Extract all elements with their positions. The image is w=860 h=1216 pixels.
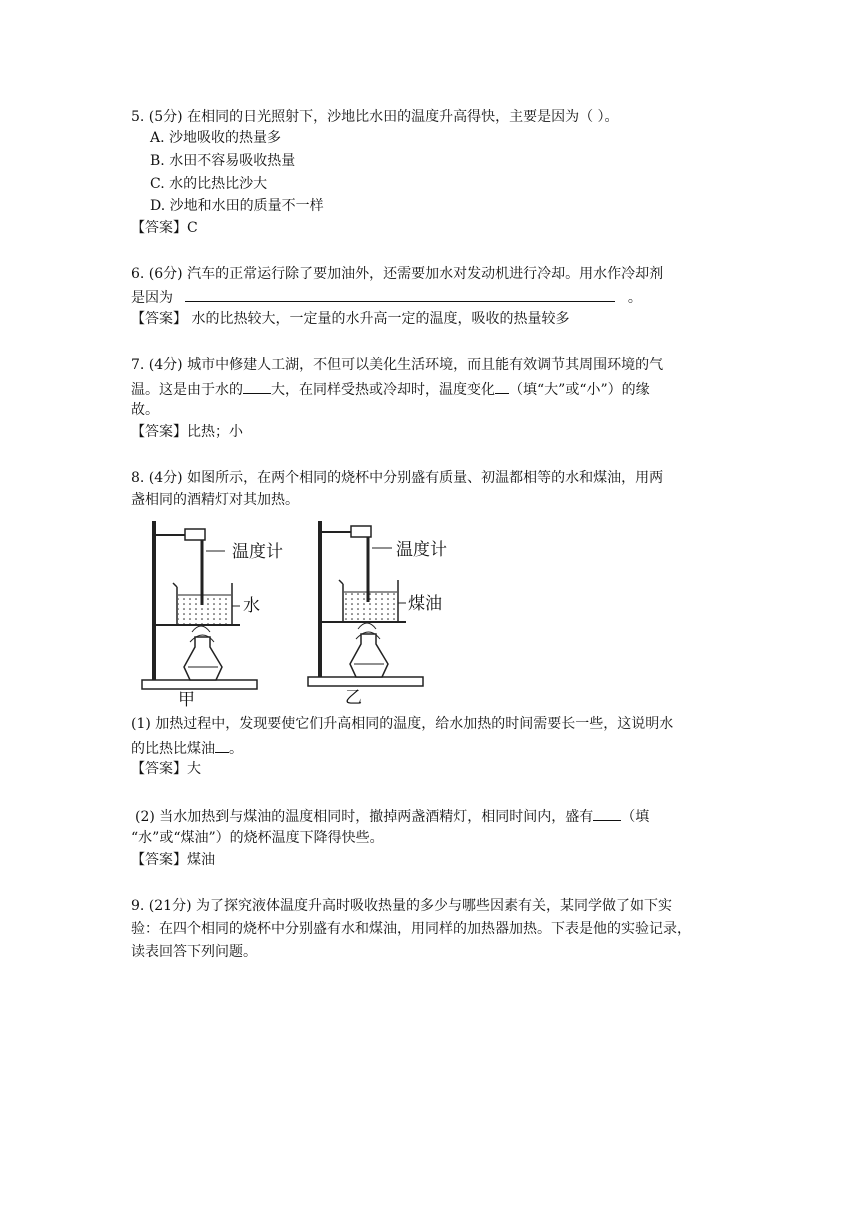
q8-sub1-line-2 (131, 738, 243, 758)
q7-line-2-b: 大，在同样受热或冷却时，温度变化 (271, 382, 495, 398)
q5-option-c: C. 水的比热比沙大 (150, 176, 268, 192)
q7-line-2-c: （填“大”或“小”）的缘 (509, 382, 650, 398)
left-thermometer-label: 温度计 (232, 542, 283, 562)
q8-sub1-line-2-b: 。 (229, 741, 243, 757)
left-caption: 甲 (178, 690, 195, 707)
q7-line-1: 7. (4分) 城市中修建人工湖，不但可以美化生活环境，而且能有效调节其周围环境的气 (131, 357, 664, 373)
left-liquid-label: 水 (243, 596, 260, 616)
q6-line-2 (131, 287, 642, 307)
q9-line-1: 9. (21分) 为了探究液体温度升高时吸收热量的多少与哪些因素有关，某同学做了如下实 (131, 898, 672, 914)
heating-apparatus-figure (140, 517, 510, 707)
q7-line-3: 故。 (131, 402, 159, 418)
q8-sub1-blank (215, 738, 229, 753)
q9-line-2: 验：在四个相同的烧杯中分别盛有水和煤油，用同样的加热器加热。下表是他的实验记录， (131, 921, 691, 937)
q6-line-2-prefix: 是因为 (131, 290, 173, 306)
q8-line-1: 8. (4分) 如图所示，在两个相同的烧杯中分别盛有质量、初温都相等的水和煤油，用两 (131, 470, 664, 486)
q7-answer: 【答案】比热；小 (131, 424, 243, 440)
q7-blank-1 (243, 379, 271, 394)
q6-answer: 【答案】 水的比热较大，一定量的水升高一定的温度，吸收的热量较多 (131, 311, 570, 327)
q5-option-a: A. 沙地吸收的热量多 (150, 130, 282, 146)
q5-answer: 【答案】C (131, 220, 198, 236)
q5-stem: 5. (5分) 在相同的日光照射下，沙地比水田的温度升高得快，主要是因为（ ）。 (131, 109, 619, 125)
q8-sub2-line-1-a: (2) 当水加热到与煤油的温度相同时，撤掉两盏酒精灯，相同时间内，盛有 (135, 809, 594, 825)
q8-sub1-answer: 【答案】大 (131, 761, 201, 777)
q8-sub2-blank (593, 806, 621, 821)
q7-line-2 (131, 379, 650, 399)
q8-sub2-line-1-b: （填 (621, 809, 650, 825)
q8-sub2-line-2: “水”或“煤油”）的烧杯温度下降得快些。 (131, 830, 384, 846)
q7-line-2-a: 温。这是由于水的 (131, 382, 243, 398)
right-thermometer-label: 温度计 (396, 540, 447, 560)
apparatus-diagram (140, 517, 510, 707)
q6-answer-blank (185, 287, 615, 302)
q5-option-b: B. 水田不容易吸收热量 (150, 153, 296, 169)
right-liquid-label: 煤油 (408, 594, 442, 614)
q5-option-d: D. 沙地和水田的质量不一样 (150, 198, 324, 214)
q9-line-3: 读表回答下列问题。 (131, 944, 257, 960)
q6-line-1: 6. (6分) 汽车的正常运行除了要加油外，还需要加水对发动机进行冷却。用水作冷却剂 (131, 266, 664, 282)
q8-line-2: 盏相同的酒精灯对其加热。 (131, 492, 299, 508)
right-caption: 乙 (345, 688, 362, 707)
q8-sub1-line-2-a: 的比热比煤油 (131, 741, 215, 757)
q6-line-2-suffix: 。 (627, 290, 642, 306)
q8-sub2-line-1 (135, 806, 649, 826)
q8-sub2-answer: 【答案】煤油 (131, 852, 215, 868)
q8-sub1-line-1: (1) 加热过程中，发现要使它们升高相同的温度，给水加热的时间需要长一些，这说明水 (131, 716, 674, 732)
q7-blank-2 (495, 379, 509, 394)
